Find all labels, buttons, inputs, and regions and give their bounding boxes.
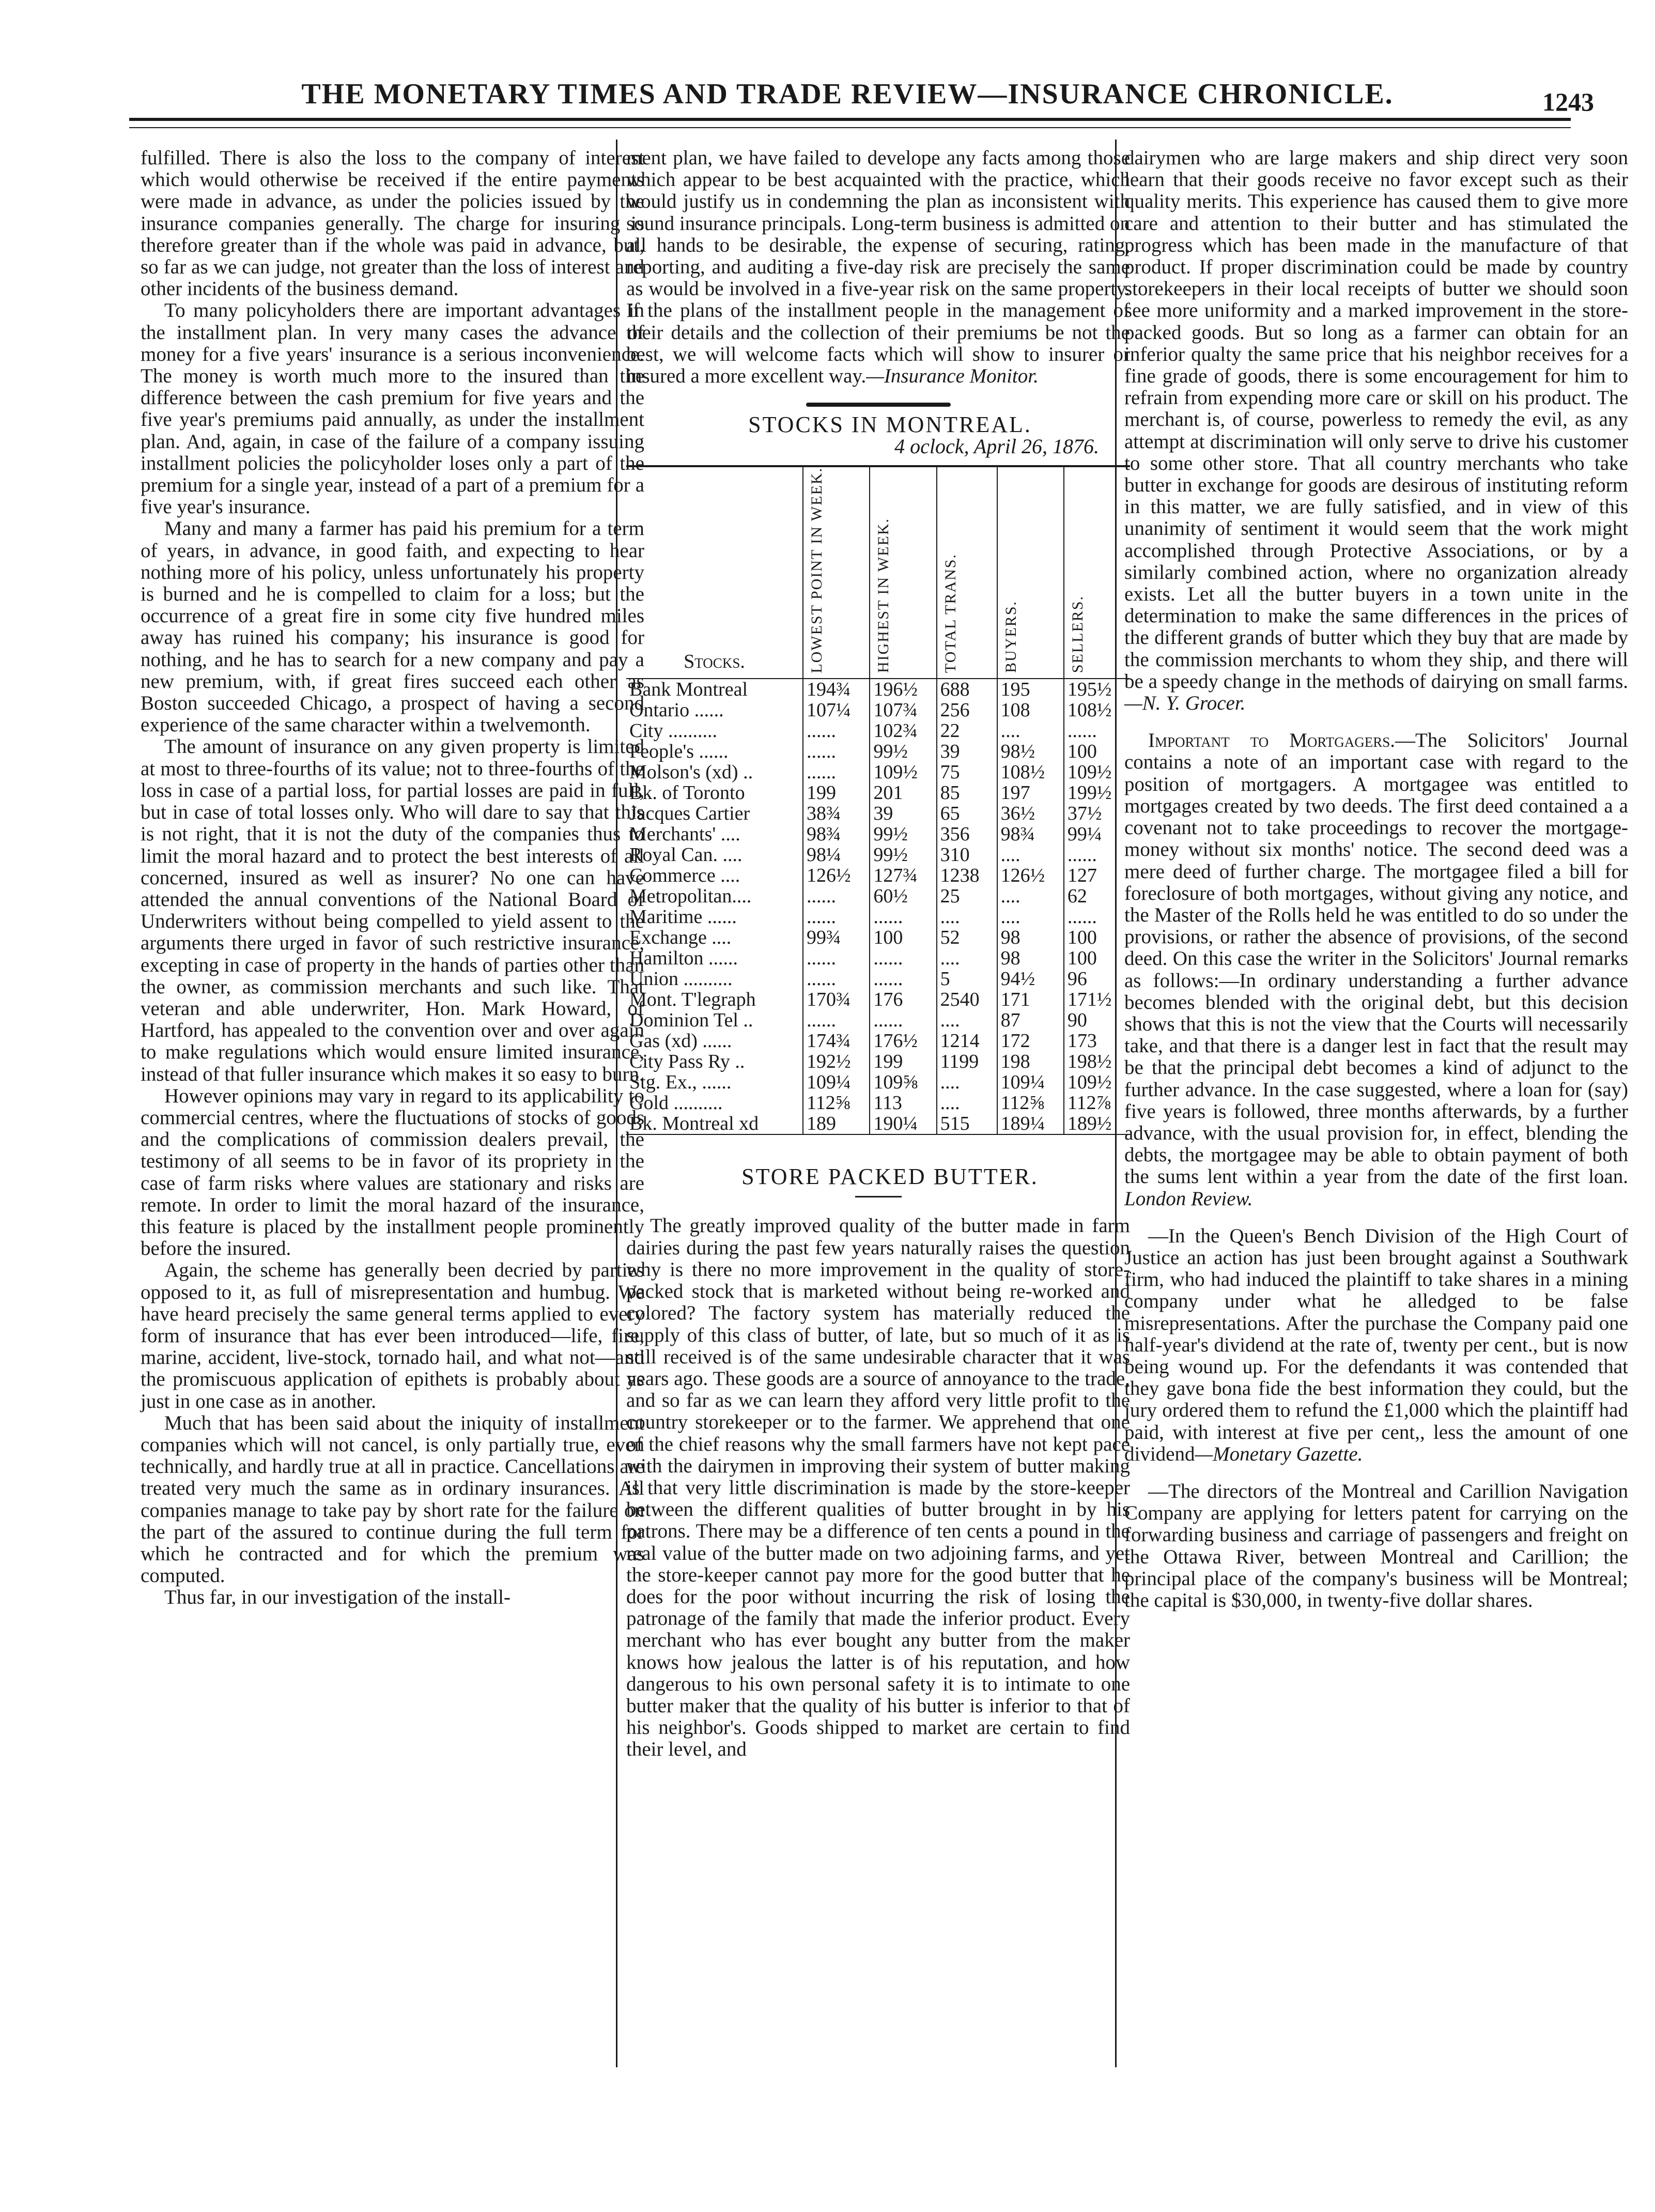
paragraph: fulfilled. There is also the loss to the company of interest which would otherwise be received if the entire payments were made in advance, as under the policies issued by the insurance companies generally. The charge for insuring is therefore greater than if the whole was paid in advance, but, so far as we can judge, not greater than the loss of interest and other incidents of the business demand. xyxy=(141,147,644,300)
stock-name-cell: City Pass Ry .. xyxy=(629,1051,745,1073)
source-credit: —Monetary Gazette. xyxy=(1195,1442,1363,1465)
stock-name-cell: Ontario ...... xyxy=(629,699,724,721)
stock-value-cell: 39 xyxy=(937,741,997,762)
carillion-article: —The directors of the Montreal and Carillion Navigation Company are applying for letters patent for carrying on the forwarding business and carriage of passengers and freight on the Ottawa River, between Montreal and Carillion; the principal place of the company's business will be Montreal; the capital is $30,000, in twenty-five dollar shares. xyxy=(1124,1480,1628,1611)
stock-value-cell: 5 xyxy=(937,969,997,989)
table-row xyxy=(626,741,1130,762)
stock-value-cell: .... xyxy=(937,1072,997,1093)
stock-value-cell: 108½ xyxy=(997,762,1064,782)
stock-value-cell: 2540 xyxy=(937,989,997,1010)
mortgagers-article xyxy=(1124,730,1628,1209)
stock-value-cell: 98 xyxy=(997,927,1064,948)
table-row xyxy=(626,1010,1130,1031)
stock-value-cell: 100 xyxy=(1064,741,1130,762)
source-credit: —Insurance Monitor. xyxy=(866,365,1039,388)
stocks-header-row xyxy=(626,466,1130,679)
stock-value-cell: 60½ xyxy=(870,886,936,907)
stock-value-cell: 22 xyxy=(937,720,997,741)
stock-value-cell: 171 xyxy=(997,989,1064,1010)
stock-value-cell: ...... xyxy=(803,762,870,782)
stock-value-cell: 98 xyxy=(997,948,1064,969)
stock-name-cell: Maritime ...... xyxy=(629,906,737,928)
source-credit: —N. Y. Grocer. xyxy=(1124,692,1246,715)
stock-value-cell: 112⅞ xyxy=(1064,1093,1130,1113)
stock-value-cell: 99½ xyxy=(870,824,936,844)
paragraph: However opinions may vary in regard to its applicability to commercial centres, where the fluctuations of stocks of goods and the complications of commission dealers prevail, the testimony of all seems to be in favor of its propriety in the case of farm risks where values are stationary and risks are remote. In order to limit the moral hazard of the insurance, this feature is placed by the installment people prominently before the insured. xyxy=(141,1084,644,1260)
stock-name-cell: People's ...... xyxy=(629,741,729,763)
header-rule-thin xyxy=(129,127,1571,128)
stock-name-cell: Bk. of Toronto xyxy=(629,782,745,804)
stock-name-cell: Metropolitan.... xyxy=(629,885,752,908)
stock-value-cell: 189¼ xyxy=(997,1113,1064,1134)
table-row xyxy=(626,927,1130,948)
stock-value-cell: 126½ xyxy=(997,865,1064,886)
stock-value-cell: .... xyxy=(937,907,997,927)
stocks-dateline: 4 oclock, April 26, 1876. xyxy=(894,435,1099,458)
stock-value-cell: ...... xyxy=(870,948,936,969)
stock-value-cell: 189½ xyxy=(1064,1113,1130,1134)
stock-value-cell: 62 xyxy=(1064,886,1130,907)
stock-value-cell: 256 xyxy=(937,700,997,720)
stock-value-cell: 109¼ xyxy=(803,1072,870,1093)
stock-value-cell: 108 xyxy=(997,700,1064,720)
stock-name-cell: Royal Can. .... xyxy=(629,844,743,866)
stock-value-cell: 99½ xyxy=(870,741,936,762)
column-header xyxy=(937,466,997,679)
stock-value-cell: 515 xyxy=(937,1113,997,1134)
stock-value-cell: 195 xyxy=(997,679,1064,700)
stock-value-cell: 98¾ xyxy=(803,824,870,844)
stock-name-cell: Bank Montreal xyxy=(629,679,748,701)
table-row xyxy=(626,824,1130,844)
stock-value-cell: ...... xyxy=(870,1010,936,1031)
paragraph: Again, the scheme has generally been decried by parties opposed to it, as full of misrepresentation and humbug. We have heard precisely the same general terms applied to every form of insurance that has ever been introduced—life, fire, marine, accident, live-stock, tornado hail, and what not—and the promiscuous application of epithets is probably about as just in one case as in another. xyxy=(141,1259,644,1412)
column-header xyxy=(997,466,1064,679)
stock-value-cell: 356 xyxy=(937,824,997,844)
stock-value-cell: 198½ xyxy=(1064,1051,1130,1072)
paragraph: The amount of insurance on any given property is limited at most to three-fourths of its value; not to three-fourths of the loss in case of a partial loss, for partial losses are paid in full, but in case of total losses only. Who will dare to say that this is not right, that it is not the duty of the companies thus to limit the moral hazard and to protect the best interests of all concerned, insured as well as insurer? No one can have attended the annual conventions of the National Board of Underwriters without being compelled to yield assent to the arguments there urged in favor of such restrictive insurance, excepting in case of property in the hands of parties other than the owner, as commission merchants and such like. That veteran and able underwriter, Hon. Mark Howard, of Hartford, has appealed to the convention over and over again to make regulations which would ensure limited insurance, instead of that fuller insurance which makes it so easy to burn. xyxy=(141,735,644,1085)
section-rule xyxy=(806,403,951,407)
stock-value-cell: 107¼ xyxy=(803,700,870,720)
stock-value-cell: 100 xyxy=(870,927,936,948)
stock-value-cell: ...... xyxy=(1064,844,1130,865)
stock-value-cell: 174¾ xyxy=(803,1031,870,1051)
stock-name-cell: Union .......... xyxy=(629,968,733,990)
stock-value-cell: 127 xyxy=(1064,865,1130,886)
stock-value-cell: 108½ xyxy=(1064,700,1130,720)
masthead-title: THE MONETARY TIMES AND TRADE REVIEW—INSURANCE CHRONICLE. xyxy=(301,78,1394,110)
stock-value-cell: 112⅝ xyxy=(997,1093,1064,1113)
stock-value-cell: 100 xyxy=(1064,948,1130,969)
stock-value-cell: ...... xyxy=(1064,720,1130,741)
paragraph-text: —The Solicitors' Journal contains a note of an important case with regard to the position of mortgagers. A mortgagee was entitled to mortgages created by two deeds. The first deed contained a a covenant not to take proceedings to recover the mortgage-money without six months' notice. The second deed was a mere deed of further charge. The mortgagee filed a bill for foreclosure of both mortgages, without giving any notice, and the Master of the Rolls held he was entitled to do so under the provisions, or rather the absence of provisions, of the second deed. On this case the writer in the Solicitors' Journal remarks as follows:—In ordinary understanding a further advance becomes blended with the original debt, but this decision shows that this is not the view that the Courts will necessarily take, and that there is a danger lest in fact that the result may be that the principal debt becomes a kind of adjunct to the further advance. In the case suggested, where a loan for (say) five years is followed, three months afterwards, by a further advance, with the usual provision for, in effect, blending the debts, the mortgagee may be able to obtain payment of both the sums lent within a year from the date of the first loan. xyxy=(1124,729,1628,1188)
article-lead: Important to Mortgagers. xyxy=(1148,729,1396,752)
column-header-label: LOWEST POINT IN WEEK. xyxy=(808,467,826,673)
table-row xyxy=(626,762,1130,782)
stock-value-cell: ...... xyxy=(870,907,936,927)
stock-value-cell: 100 xyxy=(1064,927,1130,948)
stock-value-cell: ...... xyxy=(803,720,870,741)
paragraph: Thus far, in our investigation of the install- xyxy=(164,1586,511,1609)
column-header-label: TOTAL TRANS. xyxy=(941,554,959,673)
stock-value-cell: .... xyxy=(997,844,1064,865)
stock-value-cell: 99½ xyxy=(870,844,936,865)
stock-value-cell: 87 xyxy=(997,1010,1064,1031)
stock-value-cell: 195½ xyxy=(1064,679,1130,700)
stock-value-cell: 38¾ xyxy=(803,803,870,824)
stock-value-cell: 37½ xyxy=(1064,803,1130,824)
stock-value-cell: 197 xyxy=(997,782,1064,803)
table-row xyxy=(626,844,1130,865)
article-continuation xyxy=(626,147,1130,387)
stock-value-cell: ...... xyxy=(803,1010,870,1031)
butter-title: STORE PACKED BUTTER. xyxy=(741,1164,1039,1190)
table-row xyxy=(626,989,1130,1010)
table-row xyxy=(626,969,1130,989)
stock-value-cell: 112⅝ xyxy=(803,1093,870,1113)
stock-name-cell: Molson's (xd) .. xyxy=(629,761,753,784)
table-row xyxy=(626,948,1130,969)
table-row xyxy=(626,886,1130,907)
stock-value-cell: 1238 xyxy=(937,865,997,886)
stock-value-cell: 199 xyxy=(803,782,870,803)
stock-value-cell: ...... xyxy=(803,886,870,907)
stock-name-cell: Commerce .... xyxy=(629,865,740,887)
stock-value-cell: 189 xyxy=(803,1113,870,1134)
stock-value-cell: 126½ xyxy=(803,865,870,886)
stocks-table xyxy=(626,465,1130,1135)
column-header-label: SELLERS. xyxy=(1069,595,1086,673)
stock-value-cell: .... xyxy=(937,1093,997,1113)
table-row xyxy=(626,1031,1130,1051)
stock-name-cell: Jacques Cartier xyxy=(629,803,750,825)
table-row xyxy=(626,1072,1130,1093)
stock-name-cell: Bk. Montreal xd xyxy=(626,1113,803,1134)
stock-value-cell: 99¼ xyxy=(1064,824,1130,844)
table-row xyxy=(626,679,1130,700)
stock-value-cell: ...... xyxy=(803,907,870,927)
stock-value-cell: .... xyxy=(937,948,997,969)
stock-value-cell: 65 xyxy=(937,803,997,824)
stock-value-cell: 94½ xyxy=(997,969,1064,989)
stock-name-cell: Exchange .... xyxy=(629,927,732,949)
column-header xyxy=(870,466,936,679)
column-header xyxy=(803,466,870,679)
paragraph-text: —In the Queen's Bench Division of the High Court of Justice an action has just been brought against a Southwark firm, who had induced the plaintiff to take shares in a mining company under what he alledged to be false misrepresentations. After the purchase the Company paid one half-year's dividend at the rate of, twenty per cent., but is now being wound up. For the defendants it was contended that they gave bona fide the best information they could, but the jury ordered them to refund the £1,000 which the plaintiff had paid, with interest at five per cent,, less the amount of one dividend xyxy=(1124,1224,1628,1465)
stock-value-cell: 196½ xyxy=(870,679,936,700)
stock-value-cell: 127¾ xyxy=(870,865,936,886)
paragraph-text: ment plan, we have failed to develope any facts among those which appear to be best acquainted with the practice, which would justify us in condemning the plan as inconsistent with sound insurance principals. Long-term business is admitted on all hands to be desirable, the expense of securing, rating, reporting, and auditing a five-day risk are precisely the same as would be involved in a five-year risk on the same property. If the plans of the installment people in the management of their details and the collection of their premiums be not the best, we will welcome facts which will show to insurer or insured a more excellent way. xyxy=(626,147,1130,388)
stock-value-cell: 109½ xyxy=(870,762,936,782)
stock-name-cell: Dominion Tel .. xyxy=(629,1009,753,1032)
table-row xyxy=(626,865,1130,886)
stock-value-cell: 107¾ xyxy=(870,700,936,720)
stock-value-cell: 90 xyxy=(1064,1010,1130,1031)
stock-value-cell: 192½ xyxy=(803,1051,870,1072)
stock-value-cell: 113 xyxy=(870,1093,936,1113)
stock-value-cell: 688 xyxy=(937,679,997,700)
paragraph: Much that has been said about the iniquity of installment companies which will not cancel, is only partially true, even technically, and hardly true at all in practice. Cancellations are treated very much the same as in ordinary insurances. All companies manage to take pay by short rate for the failure on the part of the assured to continue during the full term for which he contracted and for which the premium was computed. xyxy=(141,1411,644,1587)
stock-value-cell: 172 xyxy=(997,1031,1064,1051)
stock-value-cell: ...... xyxy=(870,969,936,989)
stock-value-cell: 176½ xyxy=(870,1031,936,1051)
stock-value-cell: .... xyxy=(997,720,1064,741)
column-1 xyxy=(141,147,644,1609)
stock-value-cell: 96 xyxy=(1064,969,1130,989)
stock-value-cell: 173 xyxy=(1064,1031,1130,1051)
stock-value-cell: 98½ xyxy=(997,741,1064,762)
table-row xyxy=(626,1093,1130,1113)
table-row xyxy=(626,782,1130,803)
stock-value-cell: 170¾ xyxy=(803,989,870,1010)
queens-bench-article xyxy=(1124,1225,1628,1465)
header-rule xyxy=(129,118,1571,121)
stock-value-cell: 39 xyxy=(870,803,936,824)
column-header-label: HIGHEST IN WEEK. xyxy=(875,518,892,673)
table-row xyxy=(626,720,1130,741)
column-2 xyxy=(626,147,1130,1761)
stock-value-cell: 199 xyxy=(870,1051,936,1072)
column-header xyxy=(1064,466,1130,679)
stocks-table-body xyxy=(626,679,1130,1134)
table-row xyxy=(626,700,1130,720)
column-header: Stocks. xyxy=(626,466,803,679)
stock-name-cell: Gas (xd) ...... xyxy=(629,1030,732,1052)
table-row xyxy=(626,803,1130,824)
stock-value-cell: ...... xyxy=(803,969,870,989)
stock-value-cell: 85 xyxy=(937,782,997,803)
page-number: 1243 xyxy=(1542,87,1594,116)
table-row xyxy=(626,1051,1130,1072)
stock-value-cell: 194¾ xyxy=(803,679,870,700)
stock-value-cell: 171½ xyxy=(1064,989,1130,1010)
stock-value-cell: 98¼ xyxy=(803,844,870,865)
stocks-title: STOCKS IN MONTREAL. xyxy=(748,412,1032,438)
column-header-label: BUYERS. xyxy=(1002,601,1019,673)
table-row xyxy=(626,907,1130,927)
stock-value-cell: 109½ xyxy=(1064,1072,1130,1093)
stock-value-cell: ...... xyxy=(1064,907,1130,927)
stock-value-cell: 1214 xyxy=(937,1031,997,1051)
stock-value-cell: .... xyxy=(997,886,1064,907)
stock-value-cell: 99¾ xyxy=(803,927,870,948)
stock-value-cell: 198 xyxy=(997,1051,1064,1072)
stock-name-cell: City .......... xyxy=(629,720,717,742)
stock-value-cell: 190¼ xyxy=(870,1113,936,1134)
stock-value-cell: 52 xyxy=(937,927,997,948)
article-continuation xyxy=(1124,147,1628,714)
stock-value-cell: 199½ xyxy=(1064,782,1130,803)
table-row xyxy=(626,1113,1130,1134)
stock-value-cell: .... xyxy=(997,907,1064,927)
stock-value-cell: .... xyxy=(937,1010,997,1031)
stock-name-cell: Merchants' .... xyxy=(629,823,740,846)
stock-name-cell: Hamilton ...... xyxy=(629,947,738,970)
stock-value-cell: 98¾ xyxy=(997,824,1064,844)
column-3 xyxy=(1124,147,1628,1611)
stock-value-cell: 102¾ xyxy=(870,720,936,741)
source-credit: London Review. xyxy=(1124,1187,1253,1210)
stock-value-cell: 109¼ xyxy=(997,1072,1064,1093)
stock-value-cell: 109½ xyxy=(1064,762,1130,782)
stock-value-cell: ...... xyxy=(803,741,870,762)
stock-value-cell: ...... xyxy=(803,948,870,969)
stock-name-cell: Mont. T'legraph xyxy=(629,989,756,1011)
stock-value-cell: 176 xyxy=(870,989,936,1010)
stock-name-cell: Stg. Ex., ...... xyxy=(629,1071,732,1094)
paragraph: The greatly improved quality of the butter made in farm dairies during the past few years naturally raises the question why is there no more improvement in the quality of store-packed stock that is marketed without being re-worked and colored? The factory system has materially reduced the supply of this class of butter, of late, but so much of it as is still received is of the same undesirable character that it was years ago. These goods are a source of annoyance to the trade, and so far as we can learn they afford very little profit to the country storekeeper or to the farmer. We apprehend that one of the chief reasons why the small farmers have not kept pace with the dairymen in improving their system of butter making is that very little discrimination is made by the store-keeper between the different qualities of butter brought in by his patrons. There may be a difference of ten cents a pound in the real value of the butter made on two adjoining farms, and yet the store-keeper cannot pay more for the good butter that he does for the poor without incurring the risk of losing the patronage of the family that made the inferior product. Every merchant who has ever bought any butter from the maker knows how jealous the latter is of his reputation, and how dangerous to his own personal safety it is to intimate to one butter maker that the quality of his butter is inferior to that of his neighbor's. Goods shipped to market are certain to find their level, and xyxy=(626,1215,1130,1761)
paragraph: To many policyholders there are important advantages in the installment plan. In very many cases the advance of money for a five years' insurance is a serious inconvenience. The money is worth much more to the insured than the difference between the cash premium for five years and the five year's premiums paid annually, as under the installment plan. And, again, in case of the failure of a company issuing installment policies the policyholder loses only a part of the premium for a single year, instead of a part of a premium for a five year's insurance. xyxy=(141,299,644,518)
paragraph-text: dairymen who are large makers and ship direct very soon learn that their goods receive no favor except such as their quality merits. This experience has caused them to give more care and attention to their butter and has stimulated the progress which has been made in the manufacture of that product. If proper discrimination could be made by country storekeepers in their local receipts of butter we should soon see more uniformity and a marked improvement in the store-packed goods. But so long as a farmer can obtain for an inferior qualty the same price that his neighbor receives for a fine grade of goods, there is some encouragement for him to refrain from expending more care or skill on his product. The merchant is, of course, powerless to remedy the evil, as any attempt at discrimination will only serve to drive his customer to some other store. That all country merchants who take butter in exchange for goods are desirous of instituting reform in this matter, we are fully satisfied, and in view of this unanimity of sentiment it would seem that the work might accomplished through Protective Associations, or by a similarly combined action, where no organization already exists. Let all the butter buyers in a town unite in the determination to make the same differences in the prices of the different grands of butter which they buy that are made by the commission merchants to whom they ship, and there will be a speedy change in the methods of dairying on small farms. xyxy=(1124,147,1628,693)
stock-value-cell: 310 xyxy=(937,844,997,865)
stock-value-cell: 36½ xyxy=(997,803,1064,824)
paragraph: Many and many a farmer has paid his premium for a term of years, in advance, in good faith, and expecting to hear nothing more of his policy, unless unfortunately his property is burned and he is compelled to claim for a loss; but the occurrence of a great fire in some city five hundred miles away has ruined his company; his insurance is good for nothing, and he has to search for a new company and pay a new premium, with, if great fires succeed each other as Boston succeeded Chicago, a prospect of having a second experience of the same character within a twelvemonth. xyxy=(141,517,644,736)
stock-value-cell: 1199 xyxy=(937,1051,997,1072)
stock-value-cell: 201 xyxy=(870,782,936,803)
stock-name-cell: Gold .......... xyxy=(629,1092,723,1114)
stock-value-cell: 109⅝ xyxy=(870,1072,936,1093)
stock-value-cell: 75 xyxy=(937,762,997,782)
stock-value-cell: 25 xyxy=(937,886,997,907)
